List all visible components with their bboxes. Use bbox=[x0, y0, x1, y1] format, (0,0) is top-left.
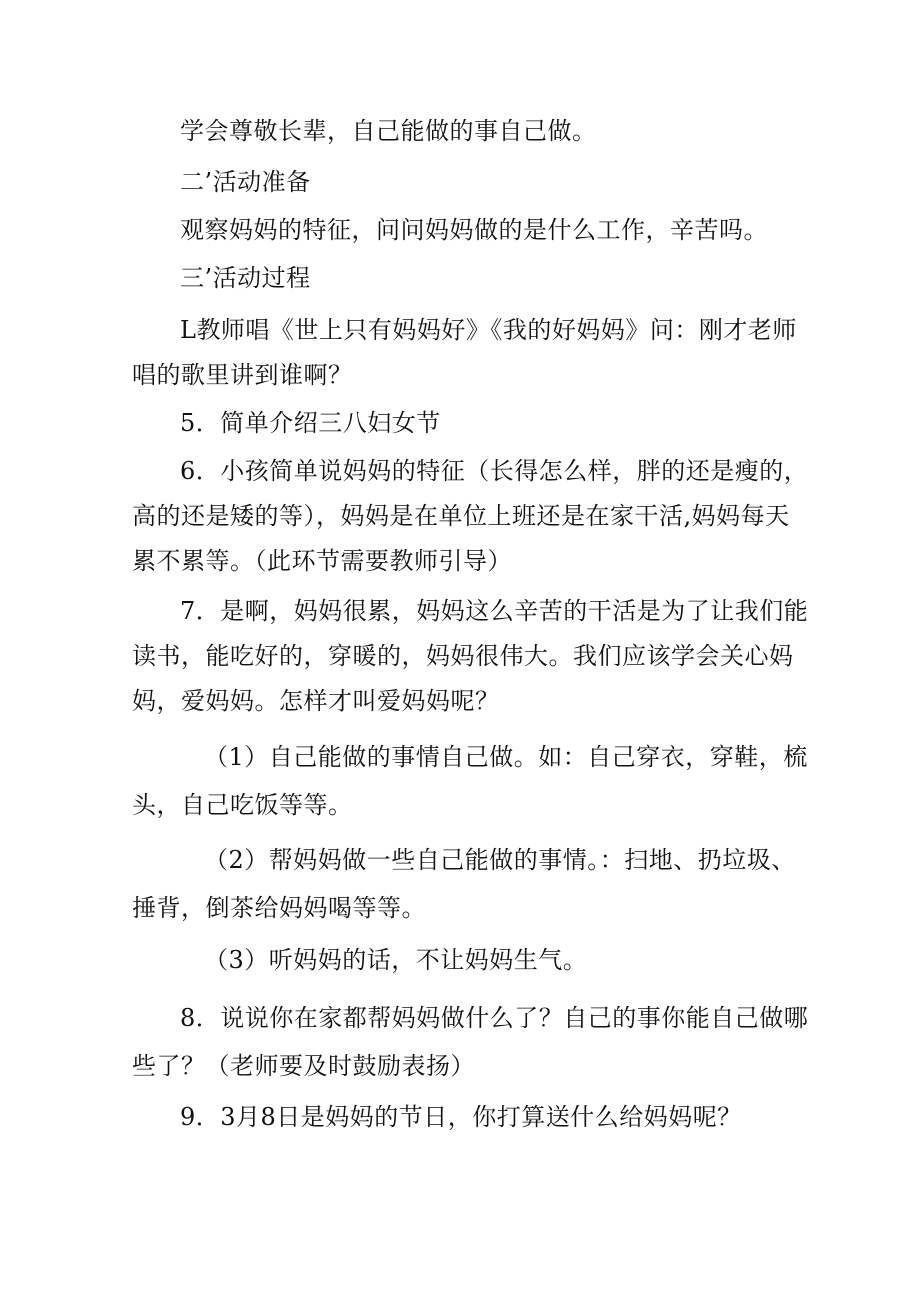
step8-line2: 些了？（老师要及时鼓励表扬） bbox=[132, 1052, 475, 1080]
step8-line1: 8．说说你在家都帮妈妈做什么了？自己的事你能自己做哪 bbox=[180, 1004, 809, 1032]
step6-line3: 累不累等。（此环节需要教师引导） bbox=[132, 547, 512, 575]
step6-line2: 高的还是矮的等），妈妈是在单位上班还是在家干活,妈妈每天 bbox=[132, 502, 790, 530]
step5-paragraph: 5．简单介绍三八妇女节 bbox=[180, 409, 441, 437]
sub1-line2: 头，自己吃饭等等。 bbox=[132, 791, 353, 819]
intro-paragraph: 学会尊敬长辈，自己能做的事自己做。 bbox=[180, 117, 597, 145]
preparation-paragraph: 观察妈妈的特征，问问妈妈做的是什么工作，辛苦吗。 bbox=[180, 216, 768, 244]
section-heading-preparation: 二’活动准备 bbox=[180, 168, 311, 196]
step7-line2: 读书，能吃好的，穿暖的，妈妈很伟大。我们应该学会关心妈 bbox=[132, 642, 794, 670]
step7-line1: 7．是啊，妈妈很累，妈妈这么辛苦的干活是为了让我们能 bbox=[180, 597, 809, 625]
step1-line1: L教师唱《世上只有妈妈好》《我的好妈妈》问：刚才老师 bbox=[180, 316, 797, 344]
step7-line3: 妈，爱妈妈。怎样才叫爱妈妈呢？ bbox=[132, 687, 500, 715]
step1-line2: 唱的歌里讲到谁啊？ bbox=[132, 361, 353, 389]
sub2-line2: 捶背，倒茶给妈妈喝等等。 bbox=[132, 894, 426, 922]
sub2-line1: （2）帮妈妈做一些自己能做的事情。：扫地、扔垃圾、 bbox=[204, 846, 796, 874]
step9-paragraph: 9．3月8日是妈妈的节日，你打算送什么给妈妈呢？ bbox=[180, 1103, 742, 1131]
step6-line1: 6．小孩简单说妈妈的特征（长得怎么样，胖的还是瘦的， bbox=[180, 457, 809, 485]
sub1-line1: （1）自己能做的事情自己做。如：自己穿衣，穿鞋，梳 bbox=[204, 743, 808, 771]
section-heading-process: 三’活动过程 bbox=[180, 264, 311, 292]
sub3-paragraph: （3）听妈妈的话，不让妈妈生气。 bbox=[204, 946, 588, 974]
